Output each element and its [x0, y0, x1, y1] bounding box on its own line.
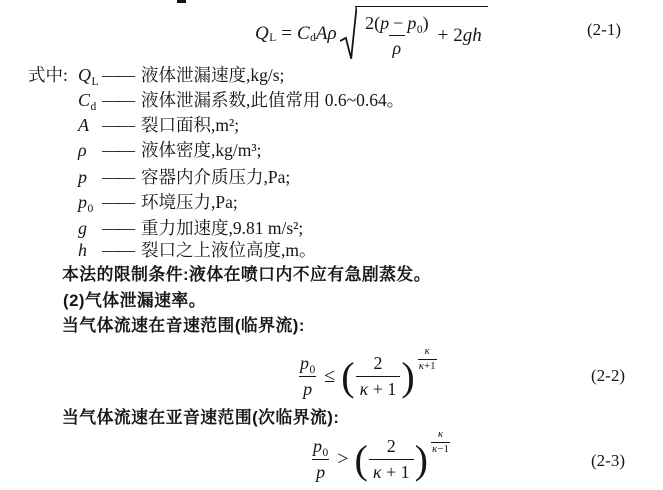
subsonic-condition-line: 当气体流速在亚音速范围(次临界流): — [62, 408, 340, 427]
open-paren: ( — [354, 437, 368, 482]
scan-artifact-mark — [177, 0, 186, 3]
var-kappa: κ — [359, 378, 369, 399]
pressure-ratio-fraction — [309, 435, 332, 483]
equation-number-2-1: (2-1) — [587, 20, 621, 39]
symbol — [78, 190, 102, 217]
definition-row-p — [78, 165, 290, 192]
fraction-numerator: 2 — [373, 353, 383, 373]
fraction-denominator — [369, 459, 414, 484]
var-Cd-base: C — [296, 22, 310, 44]
definition-text: 液体密度,kg/m³; — [141, 140, 262, 160]
symbol-subscript: L — [91, 76, 99, 88]
coefficient-2: 2 — [453, 24, 463, 46]
var-p0-subscript: 0 — [322, 447, 329, 459]
plus-one: + 1 — [381, 461, 410, 482]
exponent-denominator — [418, 359, 437, 373]
symbol — [78, 165, 102, 192]
minus-one: −1 — [437, 442, 449, 455]
item-2-heading: (2)气体泄漏速率。 — [63, 291, 206, 310]
var-p0-base: p — [313, 436, 322, 456]
definition-dash: —— — [102, 218, 133, 238]
less-equal-sign: ≤ — [324, 364, 336, 387]
var-kappa: κ — [372, 461, 382, 482]
definition-row-rho — [78, 138, 261, 165]
exponent-fraction — [431, 428, 450, 455]
close-paren: ) — [414, 437, 428, 482]
symbol-base: ρ — [78, 140, 87, 160]
var-p0-subscript: 0 — [416, 23, 423, 36]
symbol-base: g — [78, 218, 87, 238]
radicand — [355, 6, 488, 61]
symbol-base: C — [78, 90, 91, 110]
symbol — [78, 238, 102, 265]
definition-row-Cd — [78, 88, 404, 115]
plus-one: + 1 — [368, 378, 397, 399]
close-paren: ) — [401, 354, 415, 399]
definition-dash: —— — [102, 115, 133, 135]
var-QL-base: Q — [255, 22, 269, 44]
pressure-ratio-fraction — [296, 352, 319, 400]
minus-sign: − — [393, 12, 404, 33]
symbol — [78, 138, 102, 165]
two-over-kappa-plus-one — [369, 435, 414, 483]
exponent-numerator: κ — [437, 428, 444, 441]
symbol-base: Q — [78, 65, 91, 85]
definition-text: 液体泄漏速度,kg/s; — [141, 65, 285, 85]
equation-number-2-2: (2-2) — [591, 366, 625, 385]
symbol-subscript: 0 — [87, 203, 94, 215]
symbol — [78, 113, 102, 140]
equals-sign: = — [281, 22, 292, 44]
definition-text: 环境压力,Pa; — [141, 192, 238, 212]
equation-2-1 — [255, 6, 488, 61]
var-gh: gh — [462, 24, 482, 46]
definition-row-p0 — [78, 190, 238, 217]
definition-dash: —— — [102, 192, 133, 212]
symbol-subscript: d — [90, 101, 97, 113]
definition-text: 裂口面积,m²; — [141, 115, 240, 135]
plus-one: +1 — [423, 359, 436, 372]
definition-dash: —— — [102, 240, 133, 260]
fraction-numerator: 2 — [386, 436, 396, 456]
symbol — [78, 88, 102, 115]
var-rho-denominator: ρ — [389, 35, 406, 60]
exponent-fraction — [418, 345, 437, 372]
num-coefficient: 2( — [365, 12, 381, 33]
var-p: p — [380, 12, 390, 33]
equation-number-2-3: (2-3) — [591, 451, 625, 470]
plus-sign: + — [437, 24, 449, 46]
definition-dash: —— — [102, 65, 133, 85]
symbol-base: A — [78, 115, 89, 135]
definition-dash: —— — [102, 90, 133, 110]
definition-text: 液体泄漏系数,此值常用 0.6~0.64。 — [141, 90, 405, 110]
definition-text: 重力加速度,9.81 m/s²; — [141, 218, 304, 238]
definition-dash: —— — [102, 140, 133, 160]
fraction-numerator — [361, 12, 432, 36]
sonic-condition-line: 当气体流速在音速范围(临界流): — [62, 316, 305, 335]
fraction-pressure-over-density — [361, 12, 432, 60]
radical-sign-icon — [340, 6, 357, 61]
two-over-kappa-plus-one — [356, 352, 401, 400]
square-root — [340, 6, 488, 61]
symbol-base: h — [78, 240, 87, 260]
where-clause-label: 式中: — [28, 65, 68, 85]
symbol-base: p — [78, 192, 87, 212]
var-A-rho: Aρ — [315, 22, 337, 44]
exponent-numerator: κ — [424, 345, 430, 358]
closing-paren: ) — [422, 12, 429, 33]
greater-than-sign: > — [337, 447, 349, 470]
var-kappa: κ — [431, 442, 438, 455]
var-Cd-subscript: d — [310, 31, 316, 44]
fraction-numerator — [309, 435, 332, 459]
fraction-denominator — [356, 376, 401, 401]
var-p0-subscript: 0 — [309, 364, 316, 376]
definition-row-h — [78, 238, 317, 265]
var-p0-base: p — [407, 12, 417, 33]
var-QL-subscript: L — [269, 31, 277, 44]
exponent-denominator — [431, 442, 450, 456]
open-paren: ( — [341, 354, 355, 399]
definition-text: 容器内介质压力,Pa; — [141, 167, 291, 187]
var-p-denominator: p — [299, 376, 316, 401]
symbol — [78, 63, 102, 90]
definition-row-A — [78, 113, 239, 140]
definition-row-QL — [78, 63, 284, 90]
definition-dash: —— — [102, 167, 133, 187]
equation-2-2 — [296, 345, 437, 400]
limitation-note: 本法的限制条件:液体在喷口内不应有急剧蒸发。 — [62, 265, 431, 284]
equation-2-3 — [309, 428, 450, 483]
symbol-base: p — [78, 167, 87, 187]
fraction-numerator — [296, 352, 319, 376]
var-p-denominator: p — [312, 459, 329, 484]
var-p0-base: p — [300, 353, 309, 373]
definition-text: 裂口之上液位高度,m。 — [141, 240, 317, 260]
var-kappa: κ — [418, 359, 424, 372]
